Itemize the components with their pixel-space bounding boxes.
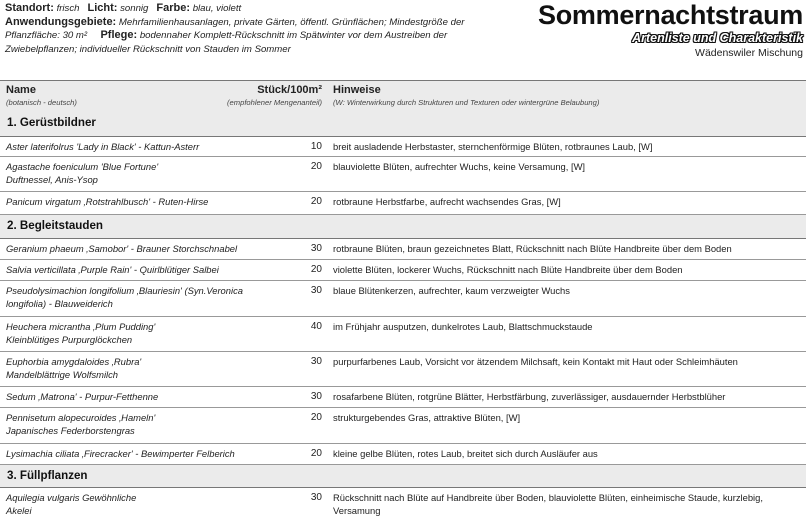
section-title: 1. Gerüstbildner: [7, 116, 96, 129]
header-line-2: [5, 16, 520, 57]
plant-note: blaue Blütenkerzen, aufrechter, kaum verzweigter Wuchs: [333, 285, 570, 296]
plant-name: Aquilegia vulgaris Gewöhnliche Akelei: [6, 492, 137, 516]
section-header: [0, 215, 806, 239]
plant-qty: 30: [310, 285, 322, 296]
plant-name: Aster laterifolrus 'Lady in Black' - Kattun-Asterr: [6, 141, 200, 152]
page-title: Sommernachtstraum: [538, 0, 803, 30]
table-row: [0, 137, 806, 157]
section-header: [0, 112, 806, 137]
column-qty: Stück/100m²: [257, 84, 322, 96]
plant-qty: 20: [310, 448, 322, 459]
section-header: [0, 465, 806, 488]
header-line-1: [5, 2, 520, 16]
plant-note: rotbraune Herbstfarbe, aufrecht wachsendes Gras, [W]: [333, 196, 561, 207]
licht-label: Licht:: [87, 2, 118, 14]
table-row: [0, 488, 806, 520]
table-row: [0, 192, 806, 215]
plant-name: Heuchera micrantha ‚Plum Pudding' Kleinblütiges Purpurglöckchen: [6, 321, 156, 345]
plant-note: kleine gelbe Blüten, rotes Laub, breitet sich durch Ausläufer aus: [333, 448, 598, 459]
header-info: [5, 2, 520, 56]
plant-name: Geranium phaeum ‚Samobor' - Brauner Storchschnabel: [6, 243, 238, 254]
plant-name: Agastache foeniculum 'Blue Fortune' Duftnessel, Anis-Ysop: [6, 161, 159, 185]
plant-qty: 30: [310, 356, 322, 367]
table-row: [0, 239, 806, 260]
table-row: [0, 387, 806, 408]
plant-qty: 20: [310, 161, 322, 172]
pflege-label: Pflege:: [100, 29, 138, 42]
plant-note: rosafarbene Blüten, rotgrüne Blätter, Herbstfärbung, zuverlässiger, ausdauernder Herbstblüher: [333, 391, 726, 402]
table-row: [0, 260, 806, 281]
plant-note: violette Blüten, lockerer Wuchs, Rückschnitt nach Blüte Handbreite über dem Boden: [333, 264, 683, 275]
plant-name: Sedum ‚Matrona' - Purpur-Fetthenne: [6, 391, 159, 402]
page-subtitle: Artenliste und Charakteristik: [632, 31, 803, 45]
plant-qty: 20: [310, 264, 322, 275]
plant-qty: 10: [310, 141, 322, 152]
table-row: [0, 317, 806, 352]
mix-name: Wädenswiler Mischung: [695, 47, 803, 59]
table-row: [0, 157, 806, 192]
plant-note: im Frühjahr ausputzen, dunkelrotes Laub, Blattschmuckstaude: [333, 321, 593, 332]
table-header: [0, 80, 806, 113]
plant-qty: 20: [310, 196, 322, 207]
plant-note: Rückschnitt nach Blüte auf Handbreite über Boden, blauviolette Blüten, einheimische Staude, kurzlebig, Versamung: [333, 492, 763, 516]
table-row: [0, 281, 806, 317]
licht-value: sonnig: [120, 3, 149, 14]
section-title: 3. Füllpflanzen: [7, 469, 88, 482]
plant-note: breit ausladende Herbstaster, sternchenförmige Blüten, rotbraunes Laub, [W]: [333, 141, 653, 152]
column-notes: Hinweise: [333, 84, 381, 96]
standort-value: frisch: [56, 3, 80, 14]
standort-label: Standort:: [5, 2, 54, 14]
anwendung-label: Anwendungsgebiete:: [5, 15, 117, 28]
section-title: 2. Begleitstauden: [7, 219, 103, 232]
column-notes-sub: (W: Winterwirkung durch Strukturen und Texturen oder wintergrüne Belaubung): [333, 98, 600, 107]
farbe-label: Farbe:: [156, 2, 191, 14]
plant-note: blauviolette Blüten, aufrechter Wuchs, keine Versamung, [W]: [333, 161, 586, 172]
plant-qty: 40: [310, 321, 322, 332]
farbe-value: blau, violett: [192, 3, 242, 14]
plant-qty: 30: [310, 391, 322, 402]
plant-name: Euphorbia amygdaloides ‚Rubra' Mandelblättrige Wolfsmilch: [6, 356, 142, 380]
table-row: [0, 352, 806, 387]
plant-name: Pseudolysimachion longifolium ‚Blauriesin' (Syn.Veronica longifolia) - Blauweiderich: [6, 285, 243, 309]
table-row: [0, 408, 806, 444]
plant-note: strukturgebendes Gras, attraktive Blüten, [W]: [333, 412, 521, 423]
plant-qty: 20: [310, 412, 322, 423]
table-row: [0, 444, 806, 465]
plant-qty: 30: [310, 243, 322, 254]
plant-name: Lysimachia ciliata ‚Firecracker' - Bewimperter Felberich: [6, 448, 235, 459]
plant-note: rotbraune Blüten, braun gezeichnetes Blatt, Rückschnitt nach Blüte Handbreite über dem Boden: [333, 243, 732, 254]
plant-name: Panicum virgatum ‚Rotstrahlbusch' - Ruten-Hirse: [6, 196, 209, 207]
plant-note: purpurfarbenes Laub, Vorsicht vor ätzendem Milchsaft, kein Kontakt mit Haut oder Schleimhäuten: [333, 356, 738, 367]
column-name-sub: (botanisch - deutsch): [6, 98, 77, 107]
pflege-value: bodennaher Komplett-Rückschnitt im Spätwinter vor dem Austreiben der Zwiebelpflanzen; individueller Rückschnitt von Stauden im Sommer: [5, 30, 448, 55]
column-qty-sub: (empfohlener Mengenanteil): [227, 98, 322, 107]
plant-name: Pennisetum alopecuroides ‚Hameln' Japanisches Federborstengras: [6, 412, 156, 436]
plant-qty: 30: [310, 492, 322, 503]
column-name: Name: [6, 84, 36, 96]
anwendung-value: Mehrfamilienhausanlagen, private Gärten, öffentl. Grünflächen; Mindestgröße der Pflanzfläche: 30 m²: [5, 16, 465, 42]
plant-name: Salvia verticillata ‚Purple Rain' - Quirlblütiger Salbei: [6, 264, 219, 275]
